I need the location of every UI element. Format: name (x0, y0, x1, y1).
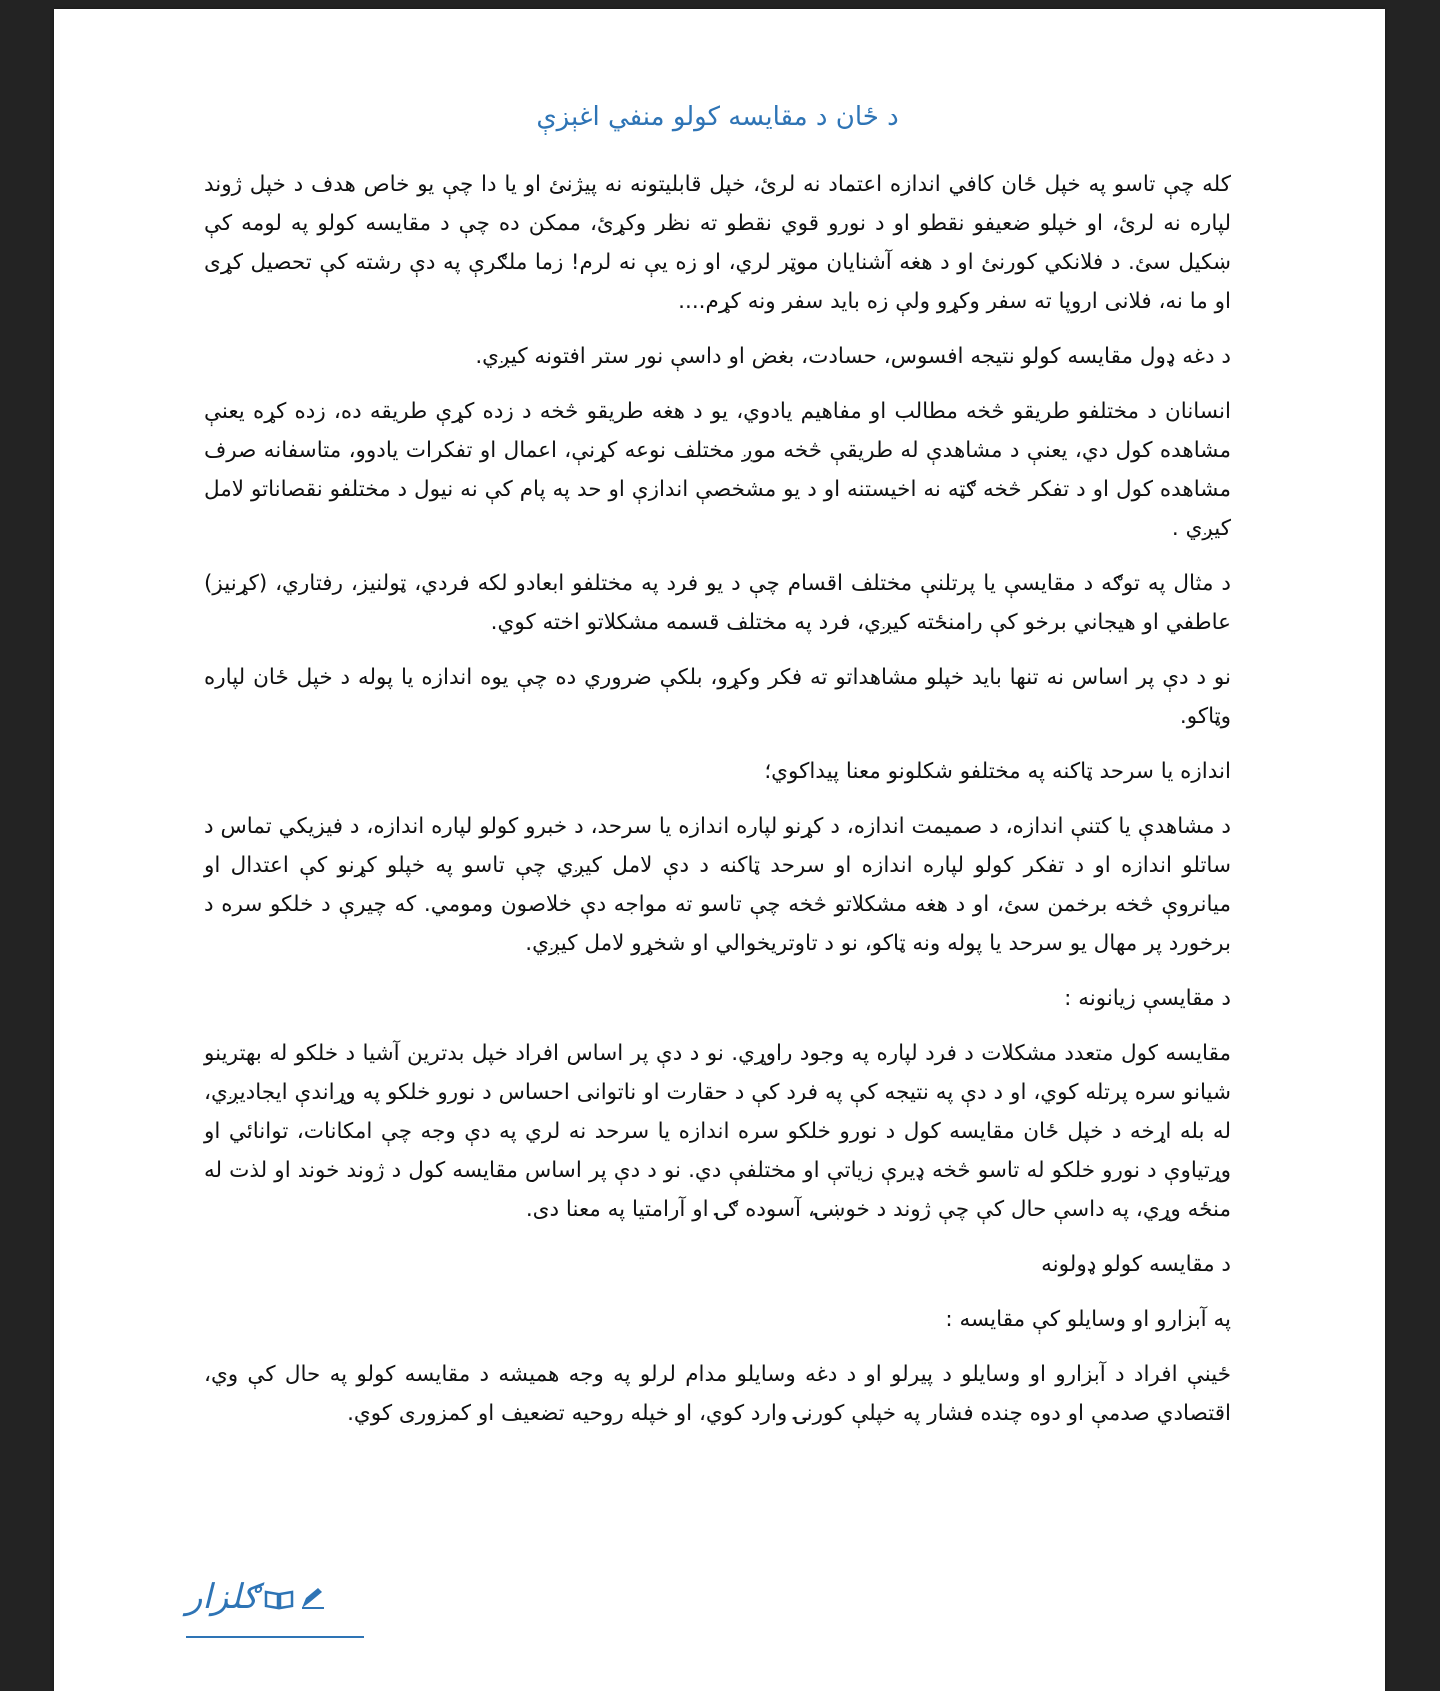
paragraph-3: انسانان د مختلفو طريقو څخه مطالب او مفاهيم يادوي، يو د هغه طريقو څخه د زده کړې طريقه ده، زده کړه يعنې مشاهده کول دي، يعنې د مشاهدې له طريقې څخه موږ مختلف نوعه کړنې، اعمال او تفکرات يادوو، متاسفانه صرف مشاهده کول او د تفکر څخه ګټه نه اخيستنه او د يو مشخصې اندازې او حد په پام کې نه نيول د مختلفو نقصاناتو لامل کيږي . (204, 399, 1231, 542)
section-heading-harms: د مقايسې زيانونه : (1064, 986, 1231, 1012)
document-page (54, 9, 1385, 1691)
logo-underline (186, 1636, 364, 1638)
document-title: د ځان د مقايسه کولو منفي اغېزې (536, 102, 899, 132)
paragraph-7: د مشاهدې يا کتنې اندازه، د صميمت اندازه، د کړنو لپاره اندازه يا سرحد، د خبرو کولو لپاره اندازه، د فيزيکي تماس د ساتلو اندازه او د تفکر کولو لپاره اندازه او سرحد ټاکنه د دې لامل کيږي چې تاسو په خپلو کړنو کې اعتدال او ميانروې څخه برخمن سئ، او د هغه مشکلاتو څخه چې تاسو ته مواجه دې خلاصون ومومي. که چيرې د خلکو سره د برخورد پر مهال يو سرحد يا پوله ونه ټاکو، نو د تاوتريخوالي او شخړو لامل کيږي. (204, 814, 1231, 957)
paragraph-5: نو د دې پر اساس نه تنها بايد خپلو مشاهداتو ته فکر وکړو، بلکې ضروري ده چې يوه اندازه يا پوله د خپل ځان لپاره وټاکو. (204, 665, 1231, 730)
paragraph-4: د مثال په توګه د مقايسې يا پرتلنې مختلف اقسام چې د يو فرد په مختلفو ابعادو لکه فردي، ټولنيز، رفتاري، (کړنيز) عاطفي او هيجاني برخو کې رامنځته کيږي، فرد په مختلف قسمه مشکلاتو اخته کوي. (204, 571, 1231, 636)
paragraph-1: کله چې تاسو په خپل ځان کافي اندازه اعتماد نه لرئ، خپل قابليتونه نه پيژنئ او يا دا چې يو خاص هدف د خپل ژوند لپاره نه لرئ، او خپلو ضعيفو نقطو او د نورو قوي نقطو ته نظر وکړئ، ممکن ده چې د مقايسه کولو په لومه کې ښکيل سئ. د فلانکي کورنئ او د هغه آشنايان موټر لري، او زه يې نه لرم! زما ملګرې په دې رشته کې تحصيل کړی او ما نه، فلانی اروپا ته سفر وکړو ولې زه بايد سفر ونه کړم.... (204, 172, 1231, 315)
footer-logo (186, 1577, 326, 1617)
section-heading-types: د مقايسه کولو ډولونه (1041, 1252, 1231, 1278)
document-content (204, 87, 1231, 1449)
pen-icon (300, 1586, 326, 1614)
paragraph-9: مقايسه کول متعدد مشکلات د فرد لپاره په وجود راوړي. نو د دې پر اساس افراد خپل بدترين آشيا د خلکو له بهترينو شيانو سره پرتله کوي، او د دې په نتيجه کې په فرد کې د حقارت او ناتوانی احساس د نورو خلکو په وړاندې ايجاديږي، له بله اړخه د خپل ځان مقايسه کول د نورو خلکو سره اندازه يا سرحد نه لري په دې وجه چې امکانات، توانائي او وړتياوې د نورو خلکو له تاسو څخه ډيرې زياتې او مختلفې دي. نو د دې پر اساس مقايسه کول د ژوند خوند او لذت له منځه وړي، په داسې حال کې چې ژوند د خوښۍ، آسوده ګۍ او آرامتيا په معنا دی. (204, 1041, 1231, 1223)
paragraph-12: ځينې افراد د آبزارو او وسايلو د پيرلو او د دغه وسايلو مدام لرلو په وجه هميشه د مقايسه کولو په حال کې وي، اقتصادي صدمې او دوه چنده فشار په خپلې کورنۍ وارد کوي، او خپله روحيه تضعيف او کمزوری کوي. (204, 1362, 1231, 1427)
subsection-heading-tools: په آبزارو او وسايلو کې مقايسه : (945, 1307, 1231, 1333)
logo-text: ګلزار (186, 1577, 259, 1617)
paragraph-6: اندازه يا سرحد ټاکنه په مختلفو شکلونو معنا پيداکوي؛ (764, 759, 1231, 785)
book-icon (264, 1588, 294, 1614)
paragraph-2: د دغه ډول مقايسه کولو نتيجه افسوس، حسادت، بغض او داسې نور ستر افتونه کيږي. (475, 344, 1231, 370)
